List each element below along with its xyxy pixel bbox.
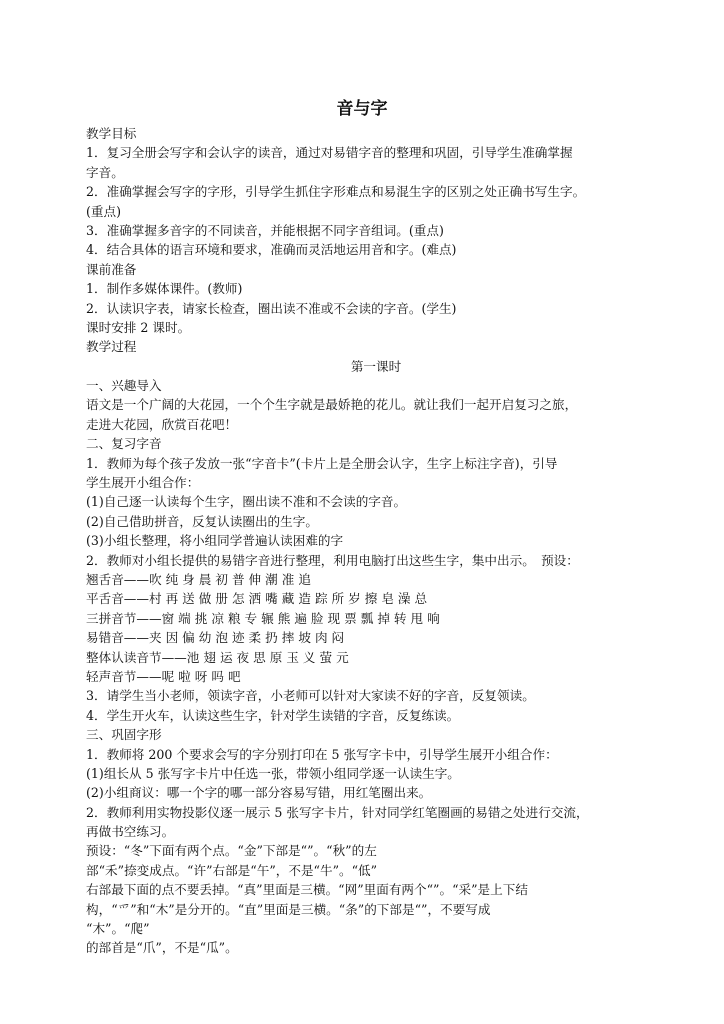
text-line: (3)小组长整理，将小组同学普遍认读困难的字	[86, 533, 344, 549]
text-line: 语文是一个广阔的大花园，一个个生字就是最娇艳的花儿。就让我们一起开启复习之旅，	[86, 397, 578, 413]
text-line: 字音。	[86, 164, 124, 180]
text-line: 1．教师为每个孩子发放一张“字音卡”(卡片上是全册会认字，生字上标注字音)，引导	[86, 455, 558, 471]
text-line: 学生展开小组合作：	[86, 475, 200, 491]
text-line: 3．准确掌握多音字的不同读音，并能根据不同字音组词。(重点)	[86, 222, 444, 238]
text-line: 教学过程	[86, 339, 137, 355]
text-line: 2．认读识字表，请家长检查，圈出读不准或不会读的字音。(学生)	[86, 300, 457, 316]
text-line: 2．教师利用实物投影仪逐一展示 5 张写字卡片，针对同学红笔圈画的易错之处进行交流，	[86, 804, 589, 820]
text-line: (2)小组商议：哪一个字的哪一部分容易写错，用红笔圈出来。	[86, 785, 432, 801]
text-line: 三拼音节——窗 端 挑 凉 粮 专 辗 熊 遍 脸 现 票 瓢 掉 转 甩 响	[86, 610, 440, 626]
text-line: 易错音——夹 因 偏 幼 泡 迹 柔 扔 摔 坡 肉 闷	[86, 630, 345, 646]
page-title: 音与字	[336, 99, 388, 119]
text-line: 部“禾”捺变成点。“许”右部是“午”，不是“牛”。“低”	[86, 862, 378, 878]
text-line: 教学目标	[86, 126, 137, 141]
text-line: 右部最下面的点不要丢掉。“真”里面是三横。“网”里面有两个“”。“采”是上下结	[86, 882, 528, 898]
text-line: 一、兴趣导入	[86, 378, 162, 394]
text-line: 2．教师对小组长提供的易错字音进行整理，利用电脑打出这些生字，集中出示。 预设：	[86, 552, 579, 568]
text-line: 2．准确掌握会写字的字形，引导学生抓住字形难点和易混生字的区别之处正确书写生字。	[86, 184, 586, 200]
text-line: 1．复习全册会写字和会认字的读音，通过对易错字音的整理和巩固，引导学生准确掌握	[86, 145, 573, 161]
text-line: 课前准备	[86, 261, 137, 277]
text-line: 平舌音——村 再 送 做 册 怎 洒 嘴 藏 造 踪 所 岁 擦 皂 澡 总	[86, 591, 428, 607]
text-line: 再做书空练习。	[86, 824, 175, 840]
text-line: 整体认读音节——池 翅 运 夜 思 原 玉 义 萤 元	[86, 649, 349, 665]
text-line: (1)自己逐一认读每个生字，圈出读不准和不会读的字音。	[86, 494, 407, 510]
text-line: 课时安排 2 课时。	[86, 319, 191, 335]
text-line: (重点)	[86, 203, 122, 219]
text-line: 二、复习字音	[86, 436, 162, 452]
text-line: 走进大花园，欣赏百花吧！	[86, 416, 238, 432]
text-line: 轻声音节——呢 啦 呀 吗 吧	[86, 668, 241, 684]
text-line: 4．学生开火车，认读这些生字，针对学生读错的字音，反复练读。	[86, 707, 460, 723]
document-body	[86, 124, 666, 958]
text-line: 4．结合具体的语言环境和要求，准确而灵活地运用音和字。(难点)	[86, 242, 457, 258]
text-line: 三、巩固字形	[86, 727, 162, 743]
section-heading: 第一课时	[350, 358, 402, 374]
text-line: “木”。“爬”	[86, 921, 150, 937]
text-line: 构，“爫”和“木”是分开的。“直”里面是三横。“条”的下部是“”，不要写成	[86, 901, 491, 917]
text-line: (2)自己借助拼音，反复认读圈出的生字。	[86, 513, 318, 529]
text-line: 1．制作多媒体课件。(教师)	[86, 281, 243, 297]
text-line: 的部首是“爪”，不是“瓜”。	[86, 940, 238, 956]
text-line: 翘舌音——吹 纯 身 晨 初 普 伸 潮 准 追	[86, 571, 311, 587]
text-line: 3．请学生当小老师，领读字音，小老师可以针对大家读不好的字音，反复领读。	[86, 688, 535, 704]
text-line: 预设：“冬”下面有两个点。“金”下部是“”。“秋”的左	[86, 843, 377, 859]
text-line: (1)组长从 5 张写字卡片中任选一张，带领小组同学逐一认读生字。	[86, 765, 460, 781]
text-line: 1．教师将 200 个要求会写的字分别打印在 5 张写字卡中，引导学生展开小组合作：	[86, 746, 558, 762]
